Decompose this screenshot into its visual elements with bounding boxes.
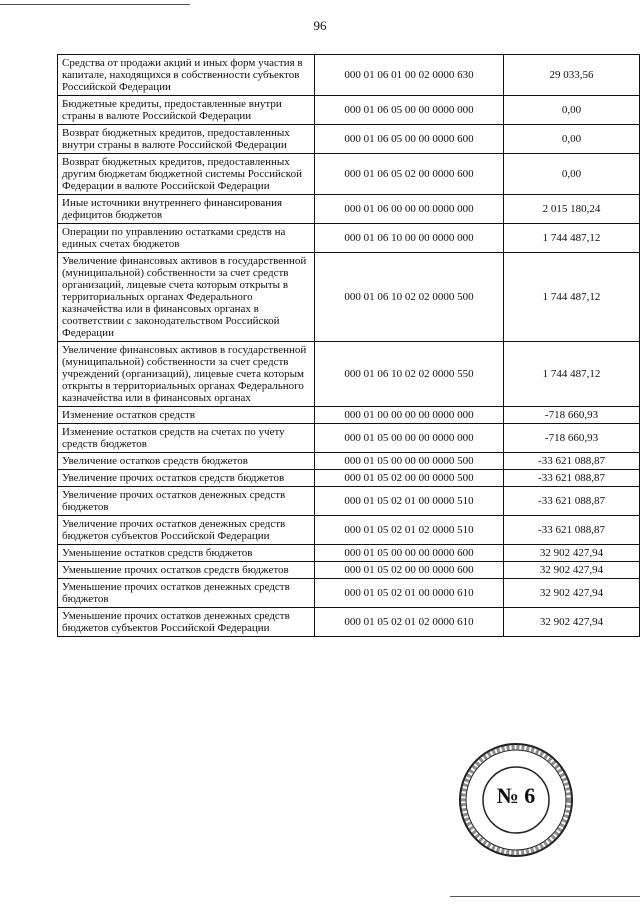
table-row — [58, 516, 640, 545]
table-row — [58, 608, 640, 637]
row-amount: -718 660,93 — [504, 407, 640, 424]
row-code: 000 01 00 00 00 00 0000 000 — [315, 407, 504, 424]
table-row — [58, 125, 640, 154]
row-amount: -33 621 088,87 — [504, 453, 640, 470]
table-row — [58, 579, 640, 608]
row-name: Иные источники внутреннего финансирования дефицитов бюджетов — [58, 195, 315, 224]
row-amount: 0,00 — [504, 96, 640, 125]
row-code: 000 01 05 00 00 00 0000 000 — [315, 424, 504, 453]
table-row — [58, 424, 640, 453]
seal-number: № 6 — [496, 783, 536, 808]
row-code: 000 01 05 00 00 00 0000 600 — [315, 545, 504, 562]
row-code: 000 01 05 02 01 02 0000 510 — [315, 516, 504, 545]
row-code: 000 01 06 05 00 00 0000 000 — [315, 96, 504, 125]
row-amount: 0,00 — [504, 154, 640, 195]
table-row — [58, 96, 640, 125]
table-row — [58, 154, 640, 195]
table-row — [58, 562, 640, 579]
row-amount: -718 660,93 — [504, 424, 640, 453]
row-amount: 32 902 427,94 — [504, 562, 640, 579]
row-amount: -33 621 088,87 — [504, 470, 640, 487]
table-body — [58, 55, 640, 637]
row-name: Увеличение прочих остатков средств бюджетов — [58, 470, 315, 487]
row-code: 000 01 06 00 00 00 0000 000 — [315, 195, 504, 224]
table-row — [58, 545, 640, 562]
row-amount: 32 902 427,94 — [504, 579, 640, 608]
row-code: 000 01 05 02 01 02 0000 610 — [315, 608, 504, 637]
table-row — [58, 407, 640, 424]
row-code: 000 01 05 02 00 00 0000 500 — [315, 470, 504, 487]
row-name: Бюджетные кредиты, предоставленные внутри страны в валюте Российской Федерации — [58, 96, 315, 125]
row-name: Увеличение прочих остатков денежных средств бюджетов — [58, 487, 315, 516]
table-row — [58, 55, 640, 96]
row-name: Увеличение финансовых активов в государственной (муниципальной) собственности за счет средств учреждений (организаций), лицевые счета которым открыты в территориальных органах Федерального казначейства или в финансовых органах — [58, 342, 315, 407]
row-code: 000 01 05 02 00 00 0000 600 — [315, 562, 504, 579]
row-name: Средства от продажи акций и иных форм участия в капитале, находящихся в собственности субъектов Российской Федерации — [58, 55, 315, 96]
row-code: 000 01 06 05 00 00 0000 600 — [315, 125, 504, 154]
table-row — [58, 453, 640, 470]
row-name: Уменьшение прочих остатков денежных средств бюджетов субъектов Российской Федерации — [58, 608, 315, 637]
row-amount: 1 744 487,12 — [504, 253, 640, 342]
page-number: 96 — [313, 18, 327, 33]
row-name: Операции по управлению остатками средств на единых счетах бюджетов — [58, 224, 315, 253]
row-code: 000 01 05 02 01 00 0000 610 — [315, 579, 504, 608]
row-code: 000 01 05 00 00 00 0000 500 — [315, 453, 504, 470]
row-code: 000 01 06 01 00 02 0000 630 — [315, 55, 504, 96]
row-amount: 32 902 427,94 — [504, 608, 640, 637]
row-name: Изменение остатков средств — [58, 407, 315, 424]
row-amount: -33 621 088,87 — [504, 487, 640, 516]
row-name: Увеличение финансовых активов в государственной (муниципальной) собственности за счет средств организаций, лицевые счета которым открыты в территориальных органах Федерального казначейства или в финансовых органах в соответствии с законодательством Российской Федерации — [58, 253, 315, 342]
row-name: Возврат бюджетных кредитов, предоставленных другим бюджетам бюджетной системы Российской Федерации в валюте Российской Федерации — [58, 154, 315, 195]
row-name: Возврат бюджетных кредитов, предоставленных внутри страны в валюте Российской Федерации — [58, 125, 315, 154]
row-name: Изменение остатков средств на счетах по учету средств бюджетов — [58, 424, 315, 453]
table-row — [58, 253, 640, 342]
budget-sources-table — [57, 54, 640, 637]
table-row — [58, 470, 640, 487]
table-row — [58, 487, 640, 516]
row-amount: 32 902 427,94 — [504, 545, 640, 562]
row-name: Увеличение остатков средств бюджетов — [58, 453, 315, 470]
row-amount: 0,00 — [504, 125, 640, 154]
row-code: 000 01 06 10 00 00 0000 000 — [315, 224, 504, 253]
row-name: Уменьшение остатков средств бюджетов — [58, 545, 315, 562]
row-amount: 29 033,56 — [504, 55, 640, 96]
row-amount: 2 015 180,24 — [504, 195, 640, 224]
row-name: Уменьшение прочих остатков денежных средств бюджетов — [58, 579, 315, 608]
row-code: 000 01 06 10 02 02 0000 550 — [315, 342, 504, 407]
row-code: 000 01 05 02 01 00 0000 510 — [315, 487, 504, 516]
row-code: 000 01 06 05 02 00 0000 600 — [315, 154, 504, 195]
row-amount: -33 621 088,87 — [504, 516, 640, 545]
row-code: 000 01 06 10 02 02 0000 500 — [315, 253, 504, 342]
table-row — [58, 195, 640, 224]
top-scan-line — [0, 4, 190, 5]
row-name: Уменьшение прочих остатков средств бюджетов — [58, 562, 315, 579]
row-name: Увеличение прочих остатков денежных средств бюджетов субъектов Российской Федерации — [58, 516, 315, 545]
table-row — [58, 342, 640, 407]
table-row — [58, 224, 640, 253]
row-amount: 1 744 487,12 — [504, 224, 640, 253]
bottom-scan-line — [450, 896, 640, 897]
row-amount: 1 744 487,12 — [504, 342, 640, 407]
